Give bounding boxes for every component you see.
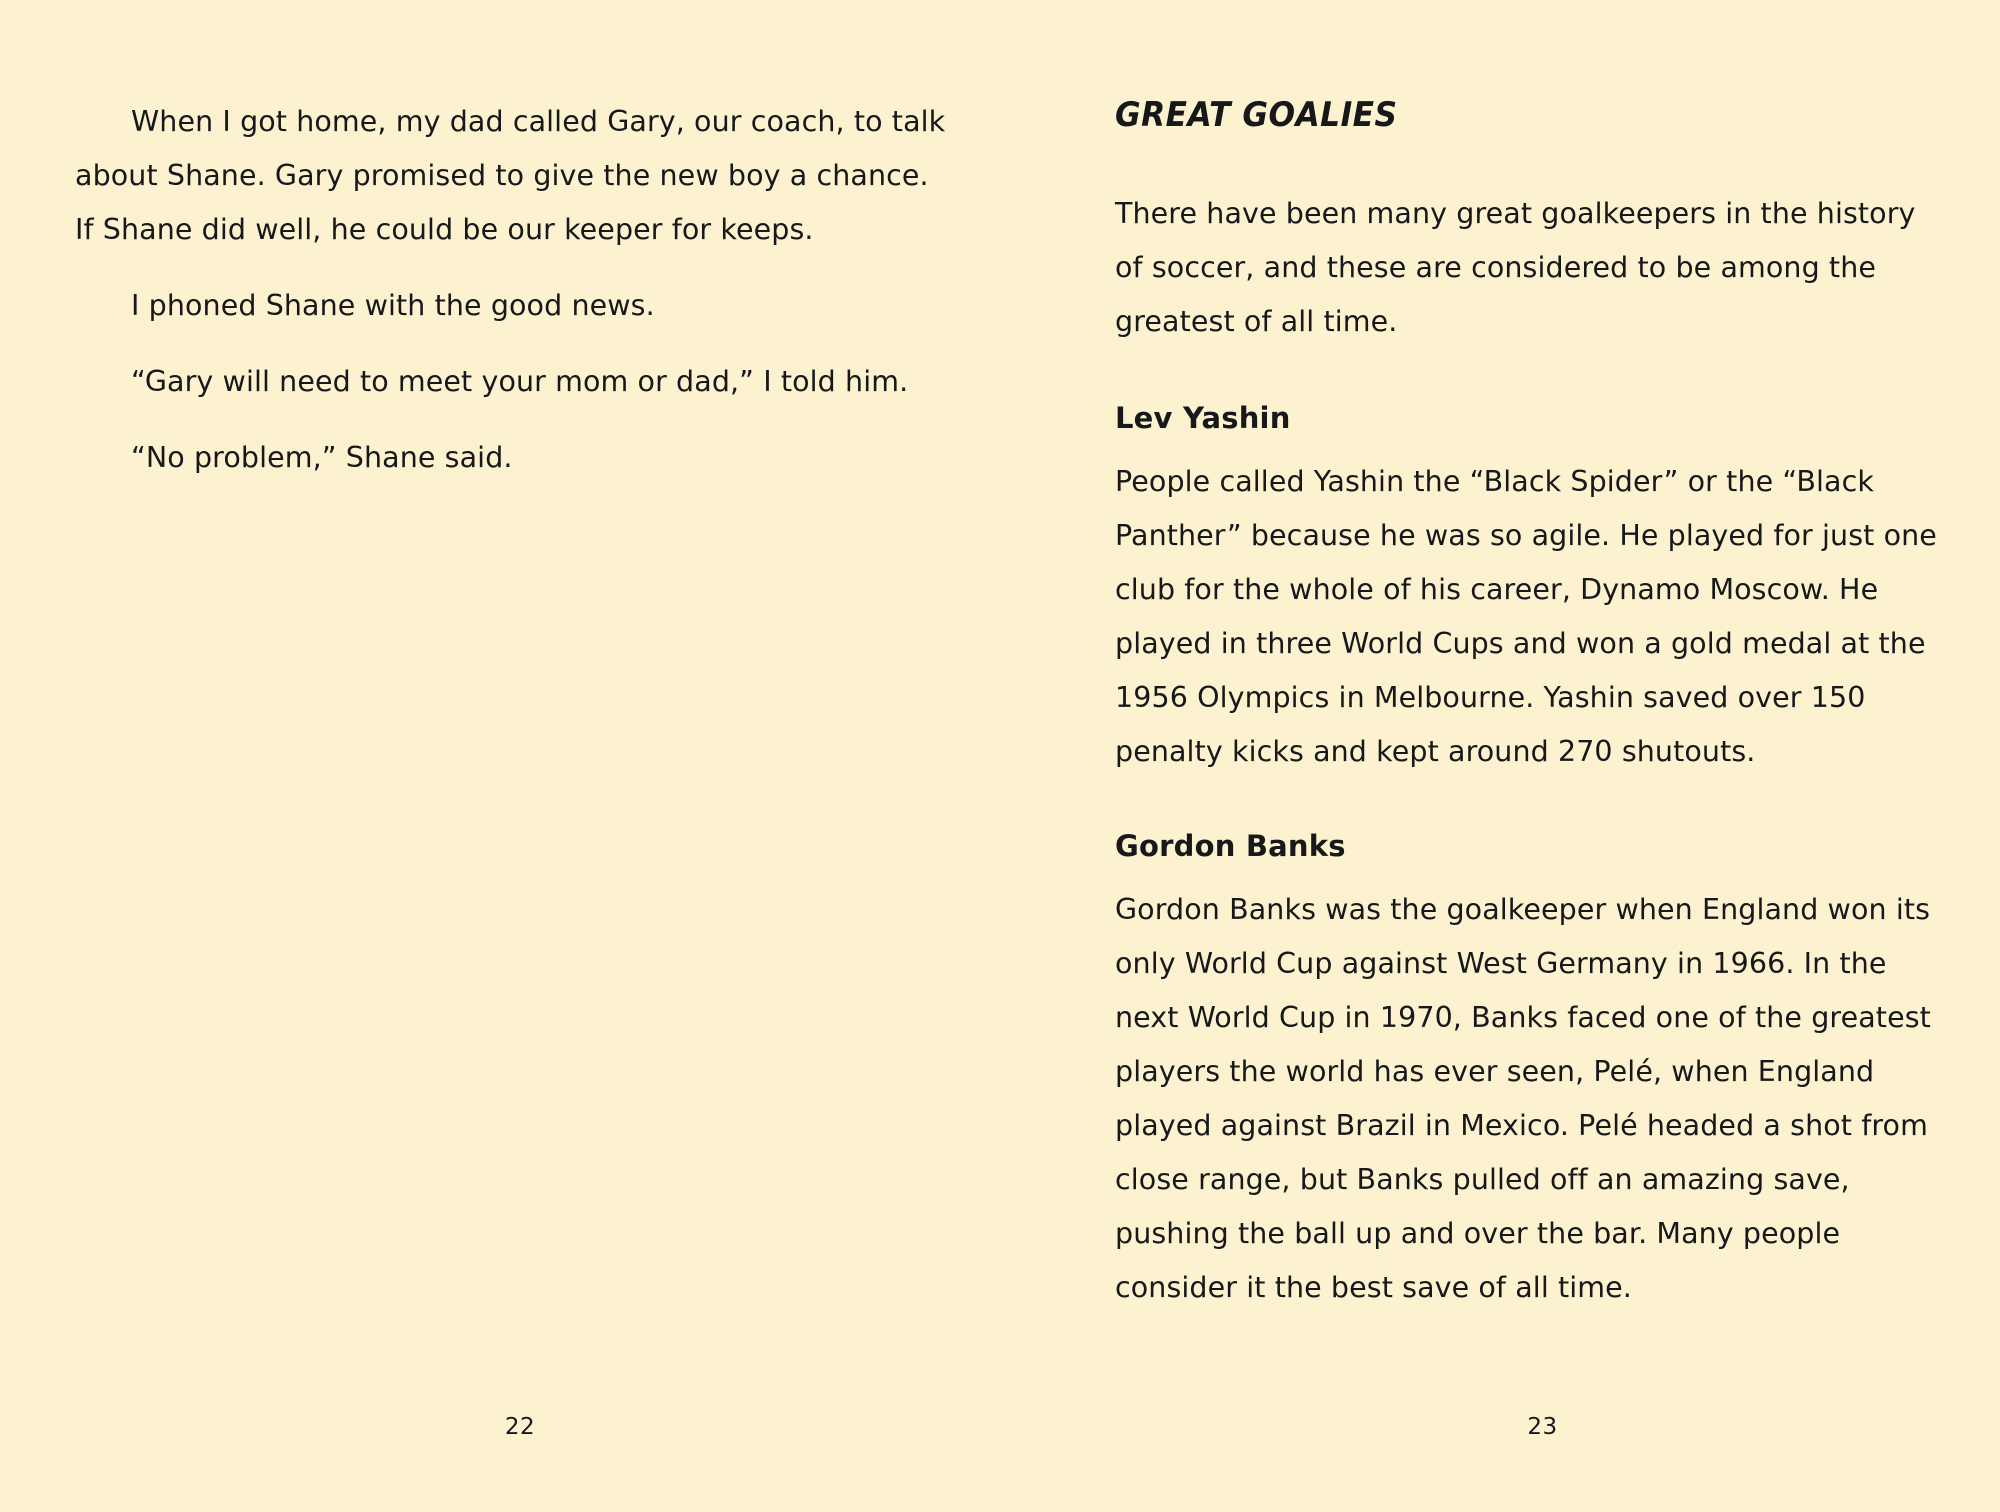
section-text-gordon-banks: Gordon Banks was the goalkeeper when England won its only World Cup against West Germany in 1966. In the next World Cup in 1970, Banks faced one of the greatest players the world has ever seen, Pelé, when England played against Brazil in Mexico. Pelé headed a shot from close range, but Banks pulled off an amazing save, pushing the ball up and over the bar. Many people consider it the best save of all time. [1115,893,1931,1304]
page-title: GREAT GOALIES [1115,95,1398,135]
intro-paragraph: There have been many great goalkeepers in the history of soccer, and these are considered to be among the greatest of all time. [1115,197,1916,338]
page-number-right: 23 [1527,1414,1558,1440]
section-text-lev-yashin: People called Yashin the “Black Spider” or the “Black Panther” because he was so agile. He played for just one club for the whole of his career, Dynamo Moscow. He played in three World Cups and won a gold medal at the 1956 Olympics in Melbourne. Yashin saved over 150 penalty kicks and kept around 270 shutouts. [1115,465,1937,768]
paragraph: I phoned Shane with the good news. [131,289,655,322]
paragraph: “Gary will need to meet your mom or dad,” I told him. [131,365,909,398]
section-heading-lev-yashin: Lev Yashin [1115,401,1291,435]
paragraph: When I got home, my dad called Gary, our coach, to talk about Shane. Gary promised to give the new boy a chance. If Shane did well, he could be our keeper for keeps. [75,105,946,246]
page-number-left: 22 [504,1414,536,1440]
section-heading-gordon-banks: Gordon Banks [1115,829,1346,863]
right-page [1075,0,2000,1512]
paragraph: “No problem,” Shane said. [131,441,513,474]
